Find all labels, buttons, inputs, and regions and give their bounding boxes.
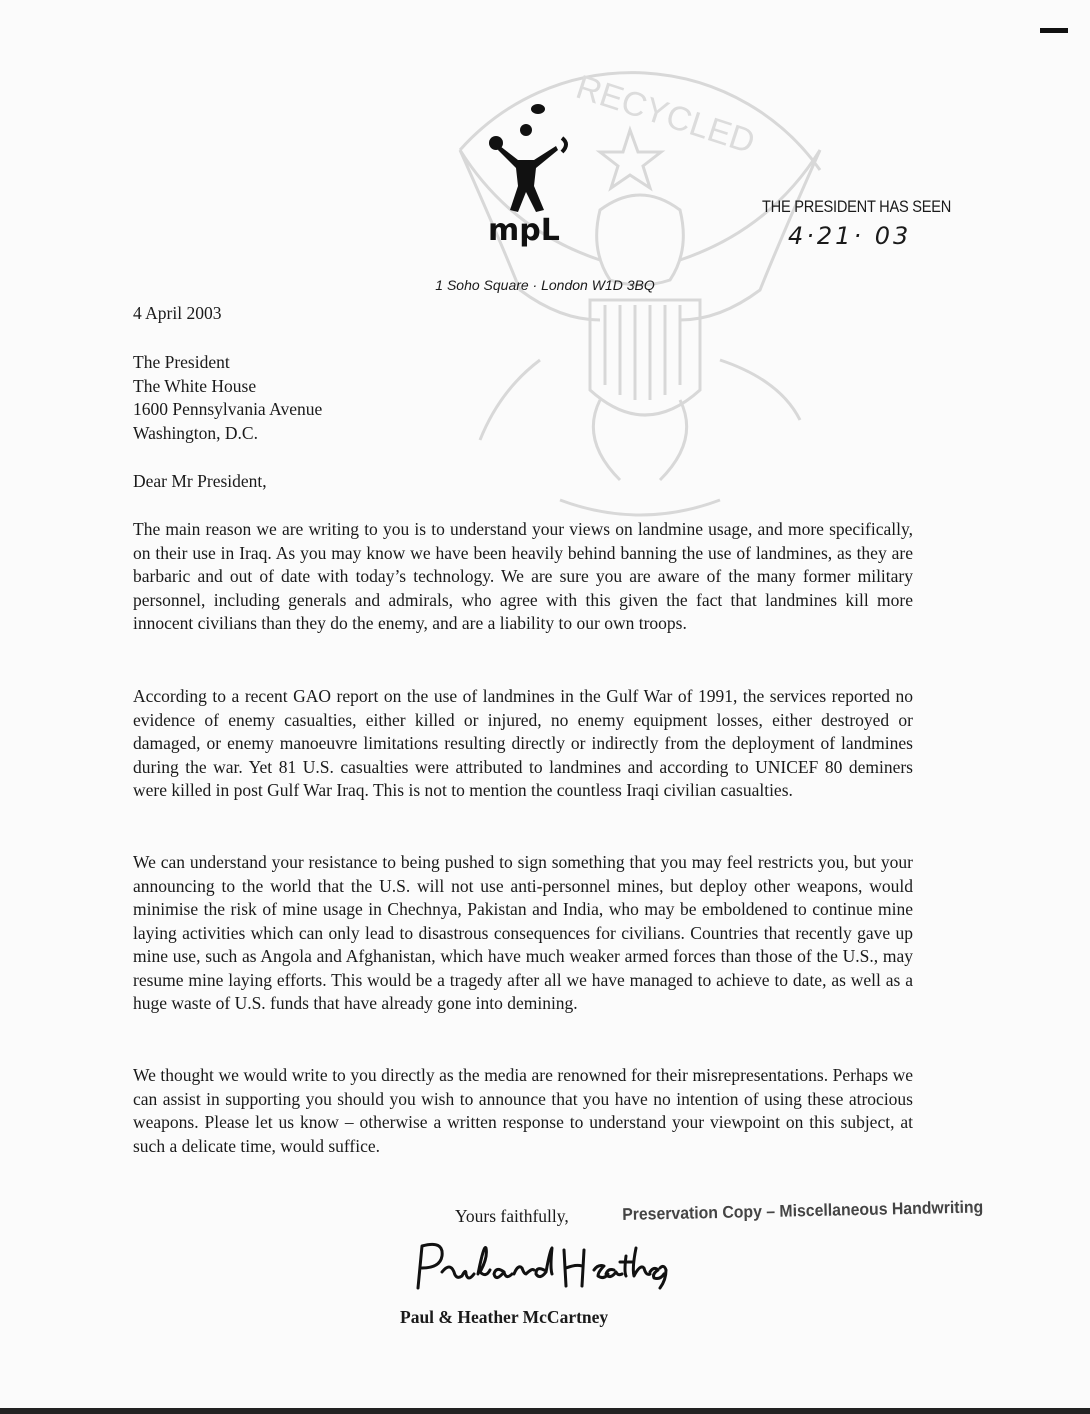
closing: Yours faithfully, [455, 1206, 569, 1226]
page-edge [0, 1408, 1090, 1414]
stamp-date: 4·21· 03 [788, 222, 912, 250]
recipient-line: Washington, D.C. [133, 422, 258, 443]
recipient-line: The President [133, 352, 230, 372]
body-paragraph: We thought we would write to you directly as the media are renowned for their misrepresentations. Perhaps we can assist in supporting you should you wish to announce that you have no intention of using these atrocious weapons. Please let us know – otherwise a written response to understand your viewpoint on this subject, at such a delicate time, would suffice. [133, 1065, 913, 1156]
recipient-line: 1600 Pennsylvania Avenue [133, 399, 323, 419]
received-stamp: THE PRESIDENT HAS SEEN [762, 197, 952, 216]
recipient-address [133, 351, 913, 445]
letter-date: 4 April 2003 [133, 303, 222, 323]
body-paragraph: The main reason we are writing to you is to understand your views on landmine usage, and more specifically, on their use in Iraq. As you may know we have been heavily behind banning the use of landmines, as they are barbaric and out of date with today’s technology. We are sure you are aware of the many former military personnel, including generals and admirals, who agree with this given the fact that landmines kill more innocent civilians than they do the enemy, and are a liability to our own troops. [133, 519, 913, 633]
watermark-text: RECYCLED [571, 67, 760, 162]
logo-text: mpL [488, 213, 560, 248]
edge-mark [1040, 28, 1068, 33]
signer-name: Paul & Heather McCartney [400, 1307, 609, 1327]
signature-text: Paul and Heather [408, 1238, 415, 1239]
recipient-line: The White House [133, 375, 257, 396]
letterhead-address: 1 Soho Square · London W1D 3BQ [435, 277, 655, 293]
salutation: Dear Mr President, [133, 471, 267, 491]
body-paragraph: We can understand your resistance to being pushed to sign something that you may feel restricts you, but your announcing to the world that the U.S. will not use anti-personnel mines, but deploy other weapons, would minimise the risk of mine usage in Chechnya, Pakistan and India, who may be emboldened to continue mine laying activities which can only lead to disastrous consequences for civilians. Countries that recently gave up mine use, such as Angola and Afghanistan, which have much weaker armed forces than those of the U.S., may resume mine laying efforts. This would be a tragedy after all we have managed to achieve to date, as well as a huge waste of U.S. funds that have already gone into demining. [133, 852, 913, 1013]
mpl-logo [470, 100, 590, 250]
signature [408, 1238, 668, 1294]
preservation-stamp: Preservation Copy – Miscellaneous Handwriting [622, 1197, 984, 1224]
body-paragraph: According to a recent GAO report on the use of landmines in the Gulf War of 1991, the services reported no evidence of enemy casualties, either killed or injured, no enemy equipment losses, either destroyed or damaged, or enemy manoeuvre limitations resulting directly or indirectly from the deployment of landmines during the war. Yet 81 U.S. casualties were attributed to landmines and according to UNICEF 80 deminers were killed in post Gulf War Iraq. This is not to mention the countless Iraqi civilian casualties. [133, 686, 913, 800]
